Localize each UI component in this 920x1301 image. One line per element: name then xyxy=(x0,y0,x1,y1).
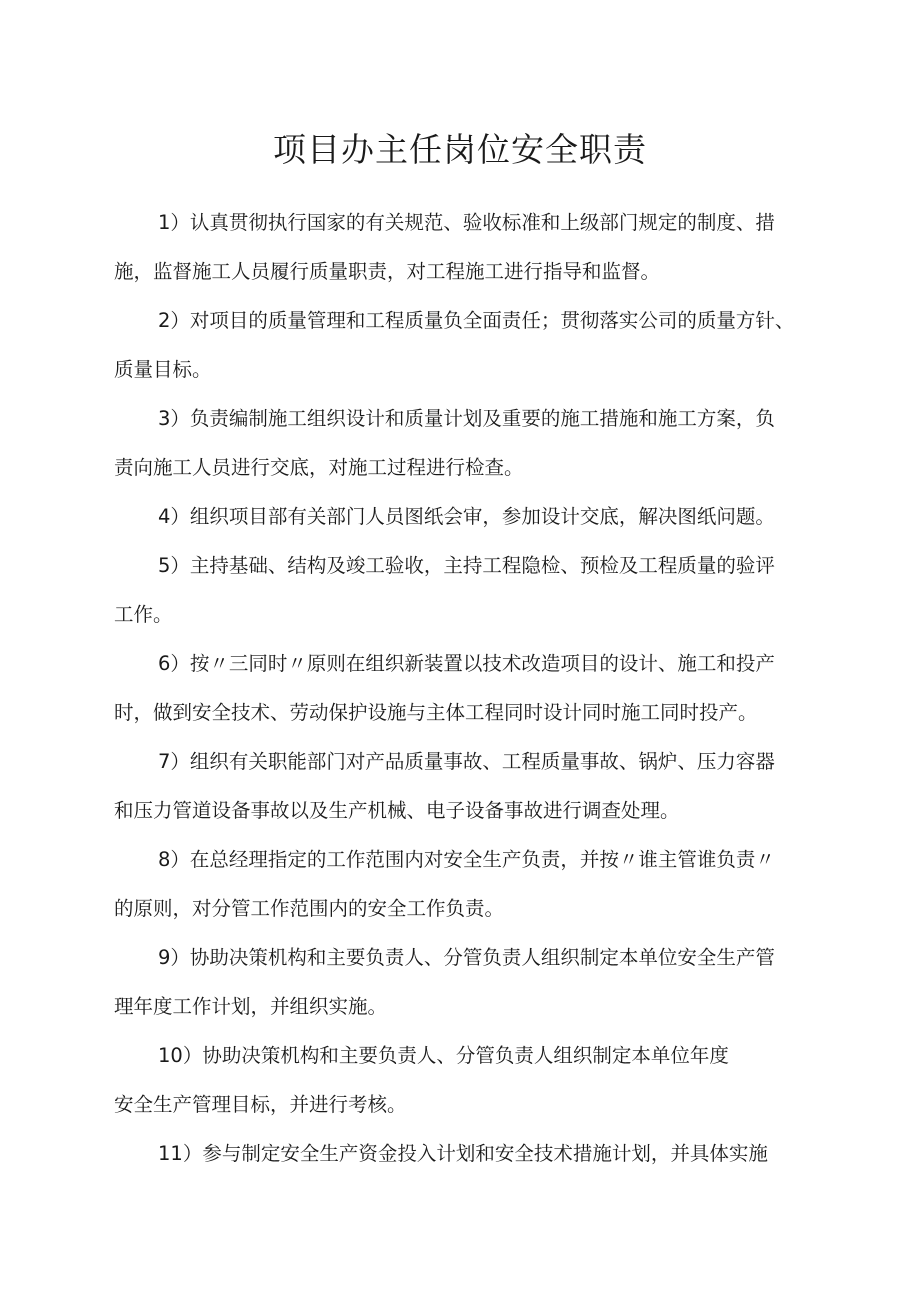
paragraph-4 xyxy=(136,492,796,541)
paragraph-line: 1）认真贯彻执行国家的有关规范、验收标准和上级部门规定的制度、措 xyxy=(158,211,775,234)
paragraph-8 xyxy=(114,835,796,933)
paragraph-5 xyxy=(114,541,796,639)
paragraph-line: 和压力管道设备事故以及生产机械、电子设备事故进行调查处理。 xyxy=(114,799,680,822)
paragraph-1 xyxy=(114,198,796,296)
paragraph-3 xyxy=(114,394,796,492)
paragraph-line: 时，做到安全技术、劳动保护设施与主体工程同时设计同时施工同时投产。 xyxy=(114,701,758,724)
paragraph-line: 7）组织有关职能部门对产品质量事故、工程质量事故、锅炉、压力容器 xyxy=(158,750,775,773)
paragraph-line: 责向施工人员进行交底，对施工过程进行检查。 xyxy=(114,456,524,479)
paragraph-line: 的原则，对分管工作范围内的安全工作负责。 xyxy=(114,897,505,920)
paragraph-11 xyxy=(136,1129,796,1178)
paragraph-9 xyxy=(114,933,796,1031)
paragraph-line: 3）负责编制施工组织设计和质量计划及重要的施工措施和施工方案，负 xyxy=(158,407,775,430)
paragraph-line: 9）协助决策机构和主要负责人、分管负责人组织制定本单位安全生产管 xyxy=(158,946,775,969)
paragraph-10 xyxy=(114,1031,796,1129)
paragraph-line: 质量目标。 xyxy=(114,358,212,381)
paragraph-7 xyxy=(114,737,796,835)
paragraph-2 xyxy=(114,296,796,394)
paragraph-line: 5）主持基础、结构及竣工验收，主持工程隐检、预检及工程质量的验评 xyxy=(158,554,775,577)
paragraph-line: 工作。 xyxy=(114,603,173,626)
paragraph-line: 4）组织项目部有关部门人员图纸会审，参加设计交底，解决图纸问题。 xyxy=(158,505,775,528)
paragraph-line: 2）对项目的质量管理和工程质量负全面责任；贯彻落实公司的质量方针、 xyxy=(158,309,795,332)
paragraph-line: 理年度工作计划，并组织实施。 xyxy=(114,995,388,1018)
paragraph-line: 10）协助决策机构和主要负责人、分管负责人组织制定本单位年度 xyxy=(158,1044,729,1067)
document-body xyxy=(114,198,796,1178)
document-title: 项目办主任岗位安全职责 xyxy=(273,130,647,169)
paragraph-6 xyxy=(114,639,796,737)
paragraph-line: 11）参与制定安全生产资金投入计划和安全技术措施计划，并具体实施 xyxy=(158,1142,768,1165)
paragraph-line: 8）在总经理指定的工作范围内对安全生产负责，并按〃谁主管谁负责〃 xyxy=(158,848,775,871)
paragraph-line: 安全生产管理目标，并进行考核。 xyxy=(114,1093,407,1116)
paragraph-line: 施，监督施工人员履行质量职责，对工程施工进行指导和监督。 xyxy=(114,260,661,283)
paragraph-line: 6）按〃三同时〃原则在组织新装置以技术改造项目的设计、施工和投产 xyxy=(158,652,775,675)
